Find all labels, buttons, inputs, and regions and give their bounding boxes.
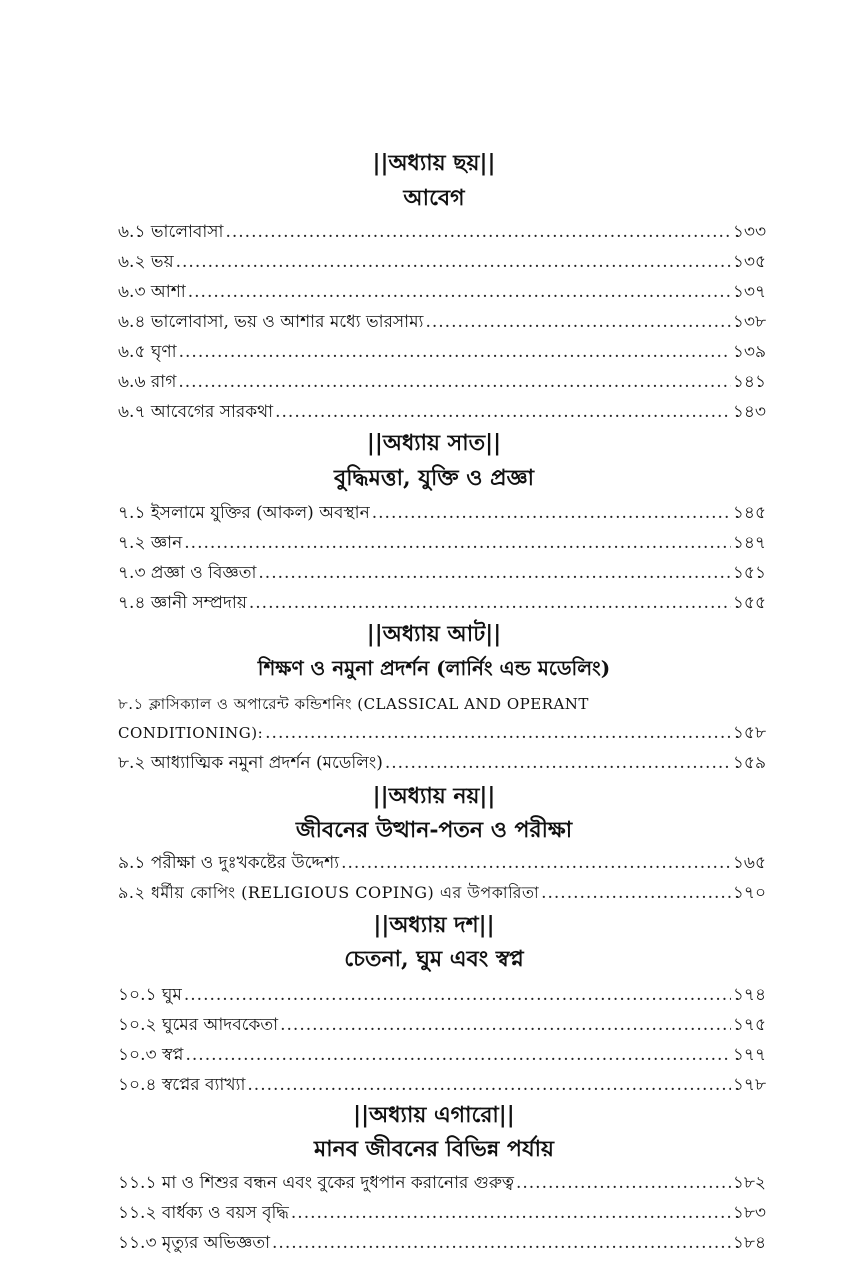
chapter-heading bbox=[100, 783, 768, 809]
chapter-number: ||অধ্যায় সাত|| bbox=[366, 430, 502, 456]
toc-entry-label: ৬.১ ভালোবাসা bbox=[118, 222, 224, 242]
toc-entry-label: ১০.৩ স্বপ্ন bbox=[118, 1045, 184, 1065]
toc-entry-page: ১৮২ bbox=[732, 1173, 766, 1193]
dot-leader bbox=[516, 1172, 731, 1194]
chapter-number: ||অধ্যায় এগারো|| bbox=[353, 1102, 515, 1128]
dot-leader bbox=[247, 1074, 730, 1096]
chapter-title: মানব জীবনের বিভিন্ন পর্যায় bbox=[314, 1136, 554, 1162]
toc-entry-page: ১৭৭ bbox=[732, 1045, 766, 1065]
dot-leader bbox=[249, 592, 731, 614]
toc-entry-label: ১০.২ ঘুমের আদবকেতা bbox=[118, 1015, 279, 1035]
toc-entry-label-line1: ৮.১ ক্লাসিক্যাল ও অপারেন্ট কন্ডিশনিং (CLASSICAL AND OPERANT bbox=[118, 695, 589, 713]
chapter-heading bbox=[100, 430, 768, 456]
toc-entry-page: ১৫১ bbox=[732, 563, 766, 583]
toc-entry[interactable] bbox=[118, 1172, 766, 1194]
dot-leader bbox=[184, 532, 731, 554]
toc-entry-page: ১৩৭ bbox=[732, 282, 766, 302]
dot-leader bbox=[258, 562, 731, 584]
toc-entry-page: ১৮৩ bbox=[732, 1203, 766, 1223]
chapter-number: ||অধ্যায় নয়|| bbox=[372, 783, 496, 809]
toc-entry[interactable] bbox=[118, 752, 766, 774]
dot-leader bbox=[185, 1044, 730, 1066]
chapter-number: ||অধ্যায় দশ|| bbox=[373, 912, 495, 938]
dot-leader bbox=[341, 852, 731, 874]
toc-entry-page: ১৪৭ bbox=[732, 533, 766, 553]
dot-leader bbox=[275, 401, 731, 423]
dot-leader bbox=[372, 502, 731, 524]
toc-entry[interactable] bbox=[118, 311, 766, 333]
toc-entry-label: ৭.৪ জ্ঞানী সম্প্রদায় bbox=[118, 593, 247, 613]
dot-leader bbox=[178, 371, 731, 393]
toc-entry-label: ৬.৬ রাগ bbox=[118, 372, 177, 392]
toc-entry-label: ১০.১ ঘুম bbox=[118, 985, 182, 1005]
chapter-title-block bbox=[100, 816, 768, 844]
toc-entry[interactable] bbox=[118, 1202, 766, 1224]
toc-entry-page: ১৭৪ bbox=[732, 985, 766, 1005]
chapter-title: বুদ্ধিমত্তা, যুক্তি ও প্রজ্ঞা bbox=[333, 465, 535, 491]
toc-entry-page: ১৫৯ bbox=[732, 753, 766, 773]
toc-entry-page: ১৭৫ bbox=[732, 1015, 766, 1035]
chapter-title: জীবনের উত্থান-পতন ও পরীক্ষা bbox=[295, 817, 573, 843]
dot-leader bbox=[188, 281, 731, 303]
toc-entry-label: ৬.২ ভয় bbox=[118, 252, 174, 272]
toc-entry-label: ৯.১ পরীক্ষা ও দুঃখকষ্টের উদ্দেশ্য bbox=[118, 853, 340, 873]
toc-entry-label: ১১.১ মা ও শিশুর বন্ধন এবং বুকের দুধপান করানোর গুরুত্ব bbox=[118, 1173, 514, 1193]
chapter-title: শিক্ষণ ও নমুনা প্রদর্শন (লার্নিং এন্ড মডেলিং) bbox=[257, 656, 611, 680]
toc-entry-page: ১৪৩ bbox=[732, 402, 766, 422]
toc-entry-page: ১৭৮ bbox=[732, 1075, 766, 1095]
chapter-number: ||অধ্যায় আট|| bbox=[366, 621, 502, 647]
toc-entry-page: ১৪৫ bbox=[732, 503, 766, 523]
toc-entry-label: ৭.১ ইসলামে যুক্তির (আকল) অবস্থান bbox=[118, 503, 370, 523]
toc-entry-page: ১৫৮ bbox=[732, 723, 766, 743]
toc-entry[interactable] bbox=[118, 532, 766, 554]
toc-entry-page: ১৫৫ bbox=[732, 593, 766, 613]
toc-entry[interactable] bbox=[118, 401, 766, 423]
chapter-title-block bbox=[100, 464, 768, 492]
dot-leader bbox=[425, 311, 730, 333]
toc-entry-label: CONDITIONING): bbox=[118, 724, 264, 742]
toc-entry-page: ১৩৫ bbox=[732, 252, 766, 272]
dot-leader bbox=[176, 251, 731, 273]
toc-entry[interactable] bbox=[118, 251, 766, 273]
toc-entry-label: ৮.২ আধ্যাত্মিক নমুনা প্রদর্শন (মডেলিং) bbox=[118, 753, 383, 773]
toc-entry-page: ১৬৫ bbox=[732, 853, 766, 873]
chapter-title: আবেগ bbox=[403, 185, 465, 211]
dot-leader bbox=[291, 1202, 731, 1224]
chapter-title-block bbox=[100, 1135, 768, 1163]
toc-entry[interactable] bbox=[118, 1074, 766, 1096]
toc-entry[interactable] bbox=[118, 1044, 766, 1066]
chapter-title: চেতনা, ঘুম এবং স্বপ্ন bbox=[344, 946, 524, 972]
toc-entry[interactable] bbox=[118, 984, 766, 1006]
chapter-heading bbox=[100, 150, 768, 176]
toc-entry-label: ৭.৩ প্রজ্ঞা ও বিজ্ঞতা bbox=[118, 563, 257, 583]
toc-entry[interactable] bbox=[118, 221, 766, 243]
chapter-heading bbox=[100, 1102, 768, 1128]
toc-entry[interactable] bbox=[118, 852, 766, 874]
toc-entry-page: ১৮৪ bbox=[732, 1233, 766, 1253]
toc-entry-page: ১৭০ bbox=[732, 883, 766, 903]
toc-entry[interactable] bbox=[118, 592, 766, 614]
toc-entry-label: ১০.৪ স্বপ্নের ব্যাখ্যা bbox=[118, 1075, 246, 1095]
toc-entry-label: ৭.২ জ্ঞান bbox=[118, 533, 183, 553]
dot-leader bbox=[265, 722, 731, 744]
toc-entry[interactable] bbox=[118, 882, 766, 904]
toc-entry-page: ১৩৩ bbox=[732, 222, 766, 242]
toc-entry-label: ৬.৫ ঘৃণা bbox=[118, 342, 177, 362]
toc-entry[interactable] bbox=[118, 341, 766, 363]
toc-entry-label: ৬.৭ আবেগের সারকথা bbox=[118, 402, 274, 422]
toc-entry[interactable] bbox=[118, 1232, 766, 1254]
toc-entry-page: ১৩৯ bbox=[732, 342, 766, 362]
toc-entry[interactable] bbox=[118, 722, 766, 744]
toc-entry[interactable] bbox=[118, 1014, 766, 1036]
dot-leader bbox=[184, 984, 731, 1006]
toc-entry-page: ১৪১ bbox=[732, 372, 766, 392]
dot-leader bbox=[179, 341, 731, 363]
toc-entry[interactable] bbox=[118, 502, 766, 524]
toc-entry-label: ৯.২ ধর্মীয় কোপিং (RELIGIOUS COPING) এর উপকারিতা bbox=[118, 883, 540, 902]
toc-entry-label: ৬.৪ ভালোবাসা, ভয় ও আশার মধ্যে ভারসাম্য bbox=[118, 312, 424, 332]
dot-leader bbox=[541, 882, 731, 904]
chapter-title-block bbox=[100, 184, 768, 212]
dot-leader bbox=[225, 221, 730, 243]
chapter-heading bbox=[100, 621, 768, 647]
toc-entry[interactable] bbox=[118, 371, 766, 393]
dot-leader bbox=[280, 1014, 731, 1036]
dot-leader bbox=[385, 752, 731, 774]
chapter-number: ||অধ্যায় ছয়|| bbox=[372, 150, 496, 176]
chapter-title-block bbox=[100, 945, 768, 973]
toc-entry[interactable] bbox=[118, 281, 766, 303]
dot-leader bbox=[272, 1232, 731, 1254]
toc-entry-label: ৬.৩ আশা bbox=[118, 282, 186, 302]
chapter-title-block bbox=[100, 654, 768, 682]
chapter-heading bbox=[100, 912, 768, 938]
toc-entry[interactable] bbox=[118, 562, 766, 584]
toc-entry-page: ১৩৮ bbox=[732, 312, 766, 332]
toc-entry-label: ১১.২ বার্ধক্য ও বয়স বৃদ্ধি bbox=[118, 1203, 289, 1223]
toc-entry-label: ১১.৩ মৃত্যুর অভিজ্ঞতা bbox=[118, 1233, 271, 1253]
